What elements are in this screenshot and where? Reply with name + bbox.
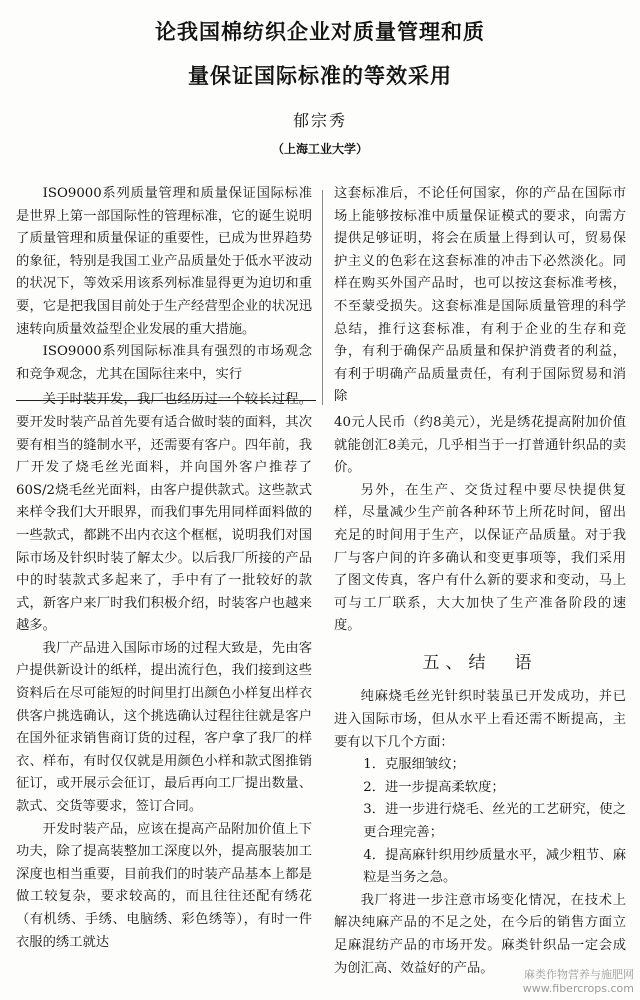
paragraph: 纯麻烧毛丝光针织时装虽已开发成功，并已进入国际市场，但从水平上看还需不断提高，主要有以下几个方面： [334, 689, 626, 750]
author-affiliation: （上海工业大学） [271, 142, 368, 156]
site-watermark [523, 968, 634, 996]
list-item: 3．进一步进行烧毛、丝光的工艺研究，使之更合理完善； [363, 802, 626, 841]
article-title-line1: 论我国棉纺织企业对质量管理和质 [155, 20, 485, 44]
watermark-site-name: 麻类作物营养与施肥网 [524, 968, 634, 981]
left-column [16, 183, 312, 954]
list-item: 2．进一步提高柔软度； [363, 779, 505, 795]
section-heading: 五、结 语 [422, 652, 538, 673]
paragraph: ISO9000系列质量管理和质量保证国际标准是世界上第一部国际性的管理标准，它的诞生说明了质量管理和质量保证的重要性，已成为世界趋势的象征，特别是我国工业产品质量处于低水平波动的状况下，等效采用该系列标准显得更为迫切和重要，它是把我国目前处于生产经营型企业的状况迅速转向质量效益型企业发展的重大措施。 [16, 186, 312, 337]
article-title-line2: 量保证国际标准的等效采用 [188, 64, 452, 88]
list-item: 4．提高麻针织用纱质量水平，减少粗节、麻粒是当务之急。 [363, 847, 626, 886]
list-item: 1．克服细皱纹； [363, 757, 465, 773]
paragraph: 我厂将进一步注意市场变化情况，在技术上解决纯麻产品的不足之处，在今后的销售方面立足麻混纺产品的市场开发。麻类针织品一定会成为创汇高、效益好的产品。 [334, 892, 626, 976]
watermark-url: www.fibercrops.com [522, 982, 634, 995]
paragraph: 开发时装产品，应该在提高产品附加价值上下功夫，除了提高装整加工深度以外，提高服装加工深度也相当重要，目前我们的时装产品基本上都是做工较复杂，要求较高的，而且往往还配有绣花（有机绣、手绣、电脑绣、彩色绣等），有时一件衣服的绣工就达 [16, 821, 312, 950]
right-column [334, 183, 626, 980]
paragraph: 40元人民币（约8美元），光是绣花提高附加价值就能创汇8美元，几乎相当于一打普通针织品的卖价。 [334, 414, 626, 476]
paragraph: 另外，在生产、交货过程中要尽快提供复样，尽量减少生产前各种环节上所花时间，留出充足的时间用于生产，以保证产品质量。对于我厂与客户间的许多确认和变更事项等，我们采用了图文传真，客户有什么新的要求和变动，马上可与工厂联系，大大加快了生产准备阶段的速度。 [334, 482, 626, 634]
author-name: 郁宗秀 [292, 111, 347, 130]
column-divider [322, 190, 323, 405]
paragraph: ISO9000系列国际标准具有强烈的市场观念和竞争观念，尤其在国际往来中，实行 [16, 344, 312, 382]
paragraph: 我厂产品进入国际市场的过程大致是，先由客户提供新设计的纸样，提出流行色，我们接到这些资料后在尽可能短的时间里打出颜色小样复出样衣供客户挑选确认，这个挑选确认过程往往就是客户在国外征求销售商订货的过程，客户拿了我厂的样衣、样布，有时仅仅就是用颜色小样和款式图推销征订，或开展示会征订，最后再向工厂提出数量、款式、交货等要求，签订合同。 [16, 640, 312, 815]
paragraph: 这套标准后，不论任何国家，你的产品在国际市场上能够按标准中质量保证模式的要求，向需方提供足够证明，将会在质量上得到认可，贸易保护主义的色彩在这套标准的冲击下必然淡化。同样在购买外国产品时，也可以按这套标准考核，不至蒙受损失。这套标准是国际质量管理的科学总结，推行这套标准，有利于企业的生存和竞争，有利于确保产品质量和保护消费者的利益，有利于明确产品质量责任，有利于国际贸易和消除 [334, 186, 626, 405]
paragraph: 关于时装开发，我厂也经历过一个较长过程。要开发时装产品首先要有适合做时装的面料，其次要有相当的缝制水平，还需要有客户。四年前，我厂开发了烧毛丝光面料，并向国外客户推荐了60S/2烧毛丝光面料，由客户提供款式。这些款式来样令我们大开眼界，而我们事先用同样面料做的一些款式，都跳不出内衣这个框框，说明我们对国际市场及针织时装了解太少。以后我厂所接的产品中的时装款式多起来了，手中有了一批较好的款式，新客户来厂时我们积极介绍，时装客户也越来越多。 [16, 392, 312, 634]
